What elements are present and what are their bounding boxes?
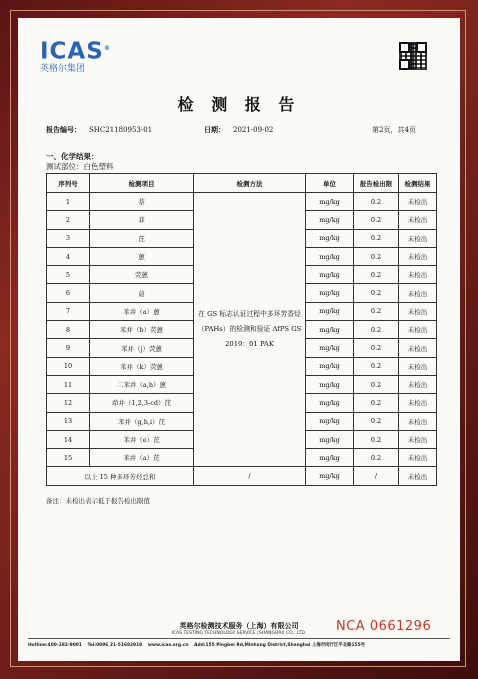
cell-limit: 0.2 bbox=[354, 229, 399, 247]
cell-limit: 0.2 bbox=[354, 449, 399, 467]
cell-unit: mg/kg bbox=[306, 302, 354, 320]
footer-divider bbox=[28, 638, 450, 639]
results-table bbox=[46, 173, 437, 486]
cell-limit: 0.2 bbox=[354, 211, 399, 229]
cell-result: 未检出 bbox=[399, 284, 437, 302]
cell-serial: 9 bbox=[47, 339, 90, 357]
page-indicator: 第2页，共4页 bbox=[372, 126, 416, 134]
cell-item: 苯并（a）芘 bbox=[90, 449, 194, 467]
cell-unit: mg/kg bbox=[306, 247, 354, 265]
cell-unit: mg/kg bbox=[306, 449, 354, 467]
remark-note: 备注：未检出表示低于报告检出限值 bbox=[46, 497, 150, 505]
logo-brand-cn: 英格尔集团 bbox=[40, 63, 86, 74]
cell-result: 未检出 bbox=[399, 375, 437, 393]
cell-result: 未检出 bbox=[399, 247, 437, 265]
cell-item: 萘 bbox=[90, 193, 194, 211]
cell-serial: 7 bbox=[47, 302, 90, 320]
table-total-row bbox=[47, 467, 437, 485]
cell-item: 荧蒽 bbox=[90, 266, 194, 284]
company-name-cn: 英格尔检测技术服务（上海）有限公司 bbox=[179, 621, 299, 630]
cell-limit: 0.2 bbox=[354, 247, 399, 265]
cell-item: 芘 bbox=[90, 229, 194, 247]
cell-result: 未检出 bbox=[399, 266, 437, 284]
cell-item: 苯并（b）荧蒽 bbox=[90, 321, 194, 339]
cell-unit: mg/kg bbox=[306, 211, 354, 229]
footer-tel: Tel:0086 21-51682918 bbox=[87, 643, 143, 648]
cell-serial: 15 bbox=[47, 449, 90, 467]
cell-unit: mg/kg bbox=[306, 430, 354, 448]
report-date-label: 日期： bbox=[204, 125, 225, 134]
logo-registered-mark: ® bbox=[103, 45, 111, 52]
cell-limit: 0.2 bbox=[354, 266, 399, 284]
report-page bbox=[18, 18, 460, 661]
cell-serial: 12 bbox=[47, 394, 90, 412]
table-header-row bbox=[47, 174, 437, 193]
cell-serial: 10 bbox=[47, 357, 90, 375]
cell-item: 蒽 bbox=[90, 247, 194, 265]
cell-limit: 0.2 bbox=[354, 284, 399, 302]
cell-result: 未检出 bbox=[399, 412, 437, 430]
method-line: 2019：01 PAK bbox=[225, 340, 274, 349]
cell-limit: 0.2 bbox=[354, 193, 399, 211]
cell-serial: 6 bbox=[47, 284, 90, 302]
cell-result: 未检出 bbox=[399, 229, 437, 247]
cell-result: 未检出 bbox=[399, 394, 437, 412]
cell-result: 未检出 bbox=[399, 430, 437, 448]
cell-limit: 0.2 bbox=[354, 430, 399, 448]
cell-serial: 5 bbox=[47, 266, 90, 284]
cell-limit: 0.2 bbox=[354, 394, 399, 412]
cell-unit: mg/kg bbox=[306, 339, 354, 357]
cell-total-limit: / bbox=[354, 467, 399, 485]
table-row bbox=[47, 193, 437, 211]
footer-hotline: Hotline:400-182-9001 bbox=[28, 643, 82, 648]
report-number bbox=[46, 125, 152, 135]
cell-item: 䓛 bbox=[90, 284, 194, 302]
cell-serial: 1 bbox=[47, 193, 90, 211]
logo-brand: ICAS bbox=[40, 38, 104, 65]
cell-unit: mg/kg bbox=[306, 394, 354, 412]
cell-item: 苯并（e）芘 bbox=[90, 430, 194, 448]
footer-address: Add:155 Pingbei Rd,Minhang District,Shanghai 上海市闵行区平北路155号 bbox=[194, 643, 366, 648]
cell-serial: 4 bbox=[47, 247, 90, 265]
cell-result: 未检出 bbox=[399, 339, 437, 357]
cell-result: 未检出 bbox=[399, 321, 437, 339]
cell-result: 未检出 bbox=[399, 449, 437, 467]
cell-item: 茚并（1,2,3-cd）芘 bbox=[90, 394, 194, 412]
company-name-en: ICAS TESTING TECHNOLOGY SERVICE (SHANGHAI) CO., LTD. bbox=[171, 631, 307, 636]
cell-result: 未检出 bbox=[399, 211, 437, 229]
test-part-label: 测试部位：白色塑料 bbox=[46, 162, 114, 171]
cell-serial: 8 bbox=[47, 321, 90, 339]
footer-website: www.icas.org.cn bbox=[147, 643, 189, 648]
cell-limit: 0.2 bbox=[354, 339, 399, 357]
cell-serial: 11 bbox=[47, 375, 90, 393]
method-line: 在 GS 标志认证过程中多环芳香烃 bbox=[198, 310, 301, 319]
header-method: 检测方法 bbox=[194, 174, 306, 193]
report-date-value: 2021-09-02 bbox=[233, 126, 274, 134]
cell-total-unit: mg/kg bbox=[306, 467, 354, 485]
header-serial: 序列号 bbox=[47, 174, 90, 193]
cell-unit: mg/kg bbox=[306, 357, 354, 375]
cell-unit: mg/kg bbox=[306, 412, 354, 430]
section-heading: 一、化学结果： bbox=[46, 152, 99, 161]
cell-item: 苯并（a）蒽 bbox=[90, 302, 194, 320]
cell-result: 未检出 bbox=[399, 357, 437, 375]
header-result: 检测结果 bbox=[399, 174, 437, 193]
cell-unit: mg/kg bbox=[306, 375, 354, 393]
header-item: 检测项目 bbox=[90, 174, 194, 193]
cell-result: 未检出 bbox=[399, 302, 437, 320]
cell-total-method: / bbox=[194, 467, 306, 485]
report-title: 检 测 报 告 bbox=[177, 95, 301, 114]
header-limit: 报告检出限 bbox=[354, 174, 399, 193]
cell-serial: 14 bbox=[47, 430, 90, 448]
cell-unit: mg/kg bbox=[306, 193, 354, 211]
cell-item: 二苯并（a,h）蒽 bbox=[90, 375, 194, 393]
cell-method bbox=[194, 193, 306, 467]
cell-total-result: 未检出 bbox=[399, 467, 437, 485]
cell-item: 菲 bbox=[90, 211, 194, 229]
method-line: （PAHs）的检测和验证 AfPS GS bbox=[197, 325, 302, 334]
cell-result: 未检出 bbox=[399, 193, 437, 211]
report-date bbox=[204, 125, 273, 135]
cell-unit: mg/kg bbox=[306, 229, 354, 247]
cell-item: 苯并（g,h,i）芘 bbox=[90, 412, 194, 430]
cell-item: 苯并（k）荧蒽 bbox=[90, 357, 194, 375]
cell-unit: mg/kg bbox=[306, 266, 354, 284]
cell-limit: 0.2 bbox=[354, 321, 399, 339]
report-number-value: SHC21180953-01 bbox=[89, 126, 153, 134]
header-unit: 单位 bbox=[306, 174, 354, 193]
cell-serial: 2 bbox=[47, 211, 90, 229]
table-body bbox=[47, 193, 437, 486]
cell-unit: mg/kg bbox=[306, 321, 354, 339]
report-number-label: 报告编号： bbox=[46, 125, 81, 134]
cell-serial: 3 bbox=[47, 229, 90, 247]
cell-unit: mg/kg bbox=[306, 284, 354, 302]
cell-item: 苯并（j）荧蒽 bbox=[90, 339, 194, 357]
cell-total-label: 以上 15 种多环芳烃总和 bbox=[47, 467, 194, 485]
cell-limit: 0.2 bbox=[354, 357, 399, 375]
cell-limit: 0.2 bbox=[354, 412, 399, 430]
cell-serial: 13 bbox=[47, 412, 90, 430]
qr-code-icon bbox=[399, 42, 427, 70]
cell-limit: 0.2 bbox=[354, 375, 399, 393]
company-logo bbox=[40, 38, 111, 75]
serial-number: NCA 0661296 bbox=[336, 619, 432, 634]
footer-contact bbox=[28, 642, 453, 648]
cell-limit: 0.2 bbox=[354, 302, 399, 320]
